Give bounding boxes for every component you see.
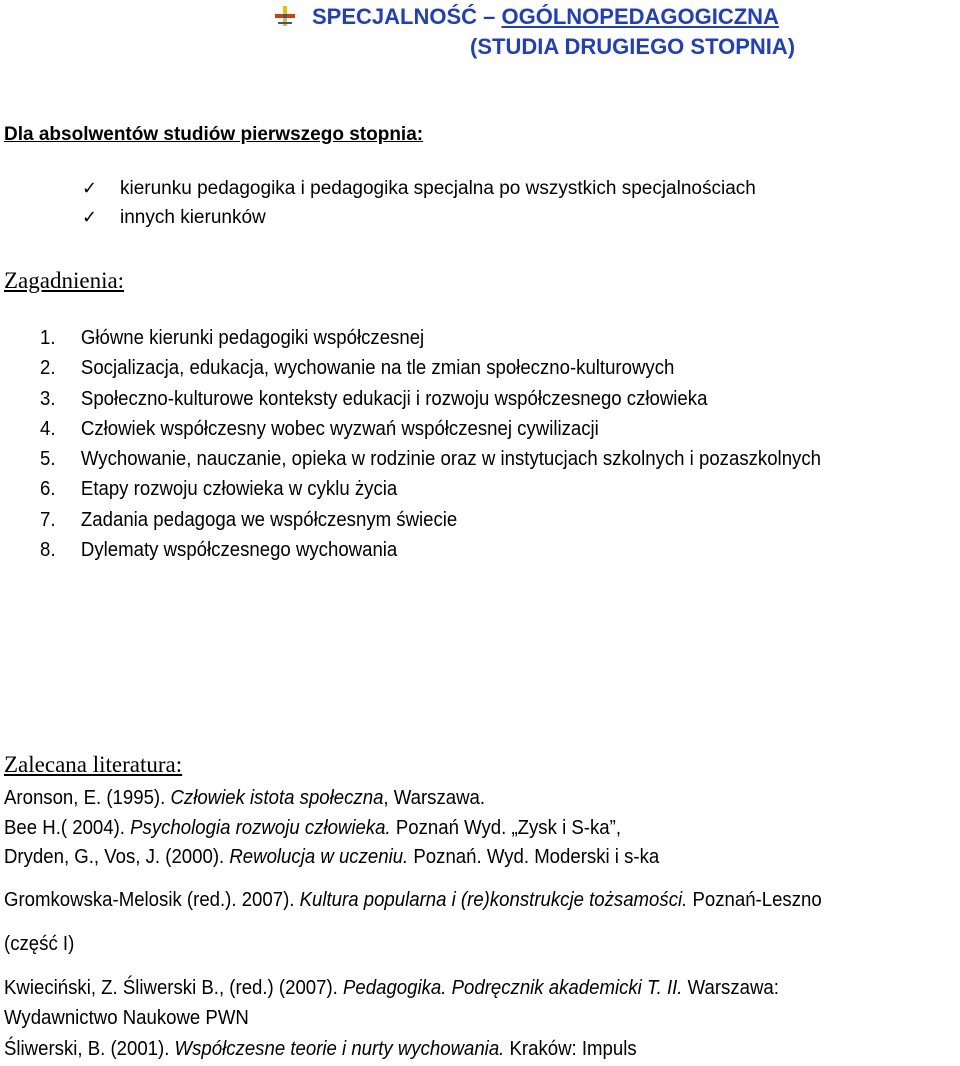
topic-number: 2. [40, 357, 56, 380]
ref-publisher: Warszawa: [682, 977, 779, 999]
topic-text: Zadania pedagoga we współczesnym świecie [80, 508, 458, 531]
literature-entry [4, 846, 659, 869]
topic-item [40, 388, 821, 418]
ref-author: Kwieciński, Z. Śliwerski B., (red.) (2007). [4, 977, 344, 999]
check-mark-icon: ✓ [82, 207, 98, 228]
ref-publisher: Poznań-Leszno [687, 889, 822, 911]
topics-heading: Zagadnienia: [4, 268, 125, 293]
topic-text: Socjalizacja, edukacja, wychowanie na tle zmian społeczno-kulturowych [80, 357, 675, 380]
topic-text: Człowiek współczesny wobec wyzwań współczesnej cywilizacji [80, 417, 599, 440]
ref-title: Kultura popularna i (re)konstrukcje tożsamości. [299, 889, 688, 911]
literature-entry [4, 787, 485, 810]
literature-heading: Zalecana literatura: [4, 752, 183, 777]
literature-entry [4, 977, 779, 1000]
eligibility-list [82, 178, 756, 236]
topic-number: 1. [40, 327, 56, 349]
page-subtitle: (STUDIA DRUGIEGO STOPNIA) [470, 34, 796, 59]
topic-text: Dylematy współczesnego wychowania [80, 539, 398, 562]
topic-text: Społeczno-kulturowe konteksty edukacji i rozwoju współczesnego człowieka [80, 387, 708, 410]
eligibility-item [82, 207, 756, 236]
topic-text: Wychowanie, nauczanie, opieka w rodzinie oraz w instytucjach szkolnych i pozaszkolnych [80, 448, 821, 471]
literature-entry-continuation [4, 1007, 249, 1030]
literature-entry [4, 1038, 637, 1061]
literature-entry [4, 817, 621, 840]
literature-entry-continuation [4, 933, 74, 956]
eligibility-item-text: kierunku pedagogika i pedagogika specjalna po wszystkich specjalnościach [120, 178, 756, 199]
ref-title: Pedagogika. Podręcznik akademicki T. II. [343, 977, 683, 999]
eligibility-item [82, 178, 756, 207]
ref-author: Dryden, G., Vos, J. (2000). [4, 846, 230, 868]
topic-number: 8. [40, 539, 56, 562]
ref-publisher: Kraków: Impuls [504, 1038, 637, 1060]
ref-text: (część I) [4, 933, 75, 955]
ref-title: Rewolucja w uczeniu. [229, 846, 409, 868]
literature-entry [4, 889, 822, 912]
check-mark-icon: ✓ [82, 178, 98, 199]
eligibility-item-text: innych kierunków [120, 207, 266, 228]
ref-author: Śliwerski, B. (2001). [4, 1038, 175, 1060]
topic-number: 4. [40, 417, 56, 440]
topics-list [40, 327, 821, 569]
topic-item [40, 357, 821, 387]
ref-text: Wydawnictwo Naukowe PWN [4, 1007, 249, 1029]
ref-publisher: Poznań. Wyd. Moderski i s-ka [408, 846, 660, 868]
topic-item [40, 418, 821, 448]
topic-text: Główne kierunki pedagogiki współczesnej [80, 327, 425, 349]
topic-number: 7. [40, 508, 56, 531]
ref-publisher: Poznań Wyd. „Zysk i S-ka”, [390, 817, 621, 839]
bullet-decoration-icon [275, 6, 295, 26]
topic-number: 3. [40, 387, 56, 410]
ref-author: Gromkowska-Melosik (red.). 2007). [4, 889, 300, 911]
topic-item [40, 327, 821, 357]
topic-item [40, 478, 821, 508]
ref-title: Człowiek istota społeczna [170, 787, 384, 809]
topic-item [40, 509, 821, 539]
topic-item [40, 539, 821, 569]
eligibility-heading: Dla absolwentów studiów pierwszego stopnia: [4, 124, 424, 145]
title-specialty-label: SPECJALNOŚĆ – [312, 4, 502, 29]
topic-text: Etapy rozwoju człowieka w cyklu życia [80, 478, 398, 501]
topic-number: 5. [40, 448, 56, 471]
topic-item [40, 448, 821, 478]
title-specialty-name: OGÓLNOPEDAGOGICZNA [501, 4, 779, 29]
ref-publisher: , Warszawa. [383, 787, 486, 809]
ref-title: Współczesne teorie i nurty wychowania. [174, 1038, 505, 1060]
ref-author: Aronson, E. (1995). [4, 787, 171, 809]
page-title [312, 4, 779, 30]
ref-title: Psychologia rozwoju człowieka. [130, 817, 391, 839]
ref-author: Bee H.( 2004). [4, 817, 131, 839]
topic-number: 6. [40, 478, 56, 501]
